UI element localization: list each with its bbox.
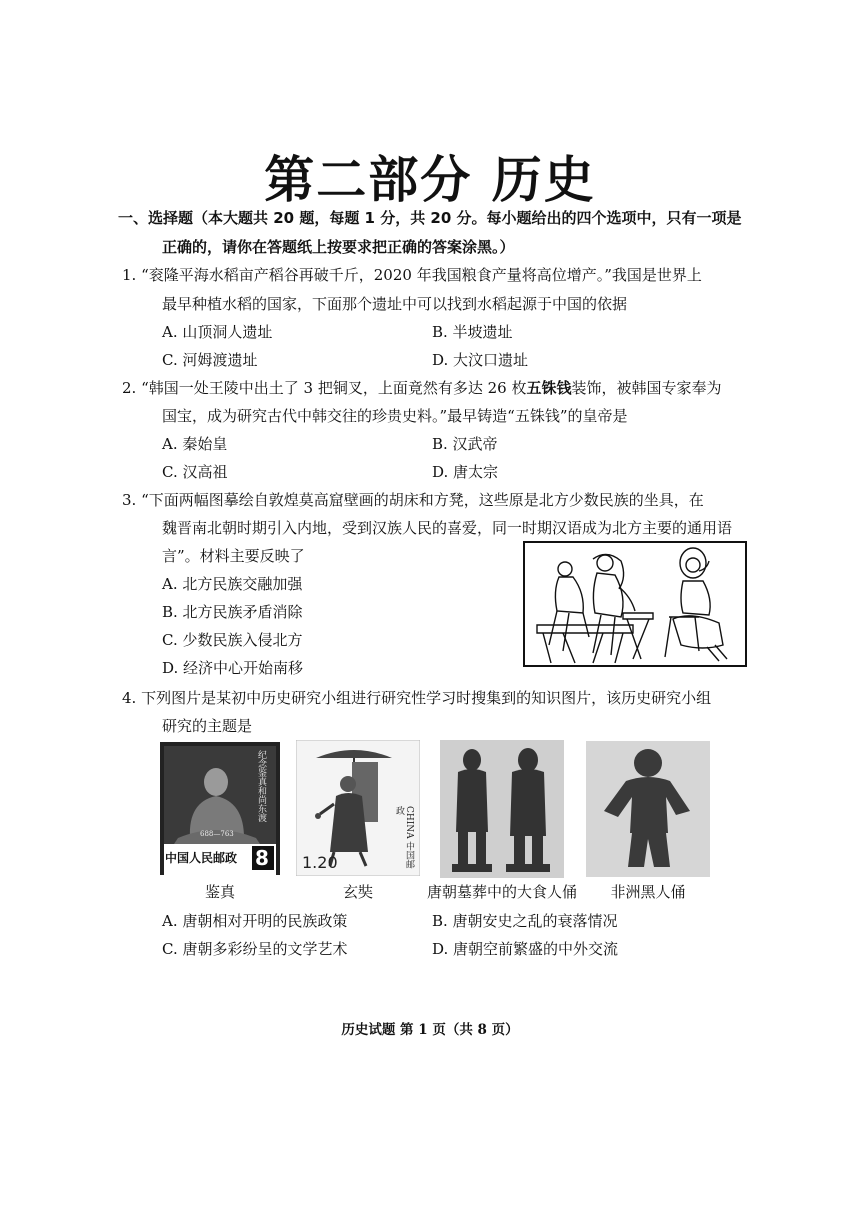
caption-xuanzang: 玄奘 — [342, 883, 373, 901]
q3-stem-line1: 3. “下面两幅图摹绘自敦煌莫高窟壁画的胡床和方凳，这些原是北方少数民族的坐具，在 — [122, 491, 704, 509]
q1-option-d: D. 大汶口遗址 — [432, 351, 529, 369]
q2-option-d: D. 唐太宗 — [432, 463, 499, 481]
q2-stem-line1 — [122, 377, 721, 398]
african-figurine-image — [586, 741, 710, 877]
q4-option-c: C. 唐朝多彩纷呈的文学艺术 — [162, 940, 348, 958]
q3-stem-line2: 魏晋南北朝时期引入内地，受到汉族人民的喜爱，同一时期汉语成为北方主要的通用语 — [162, 519, 733, 537]
jianzhen-stamp-vertical-text: 纪念鉴真和尚东渡 — [256, 750, 266, 822]
q3-mural-sketch-figure — [523, 541, 747, 667]
caption-african-figurine: 非洲黑人俑 — [610, 883, 686, 901]
q1-stem-line1: 1. “衮隆平海水稻亩产稻谷再破千斤，2020 年我国粮食产量将高位增产。”我国是世界上 — [122, 266, 702, 284]
q1-option-a: A. 山顶洞人遗址 — [162, 323, 273, 341]
xuanzang-stamp-country: CHINA 中国邮政 — [394, 806, 414, 869]
q2-stem-line1-post: 装饰，被韩国专家奉为 — [571, 379, 722, 397]
q1-option-b: B. 半坡遗址 — [432, 323, 513, 341]
page-title: 第二部分 历史 — [264, 151, 596, 209]
caption-arab-figurines: 唐朝墓葬中的大食人俑 — [426, 883, 577, 901]
q4-option-a: A. 唐朝相对开明的民族政策 — [162, 912, 348, 930]
section-heading-line1: 一、选择题（本大题共 20 题，每题 1 分，共 20 分。每小题给出的四个选项中，只有一项是 — [118, 209, 742, 227]
q2-option-b: B. 汉武帝 — [432, 435, 498, 453]
q4-option-b: B. 唐朝安史之乱的衰落情况 — [432, 912, 618, 930]
q3-option-a: A. 北方民族交融加强 — [162, 575, 303, 593]
q2-stem-bold: 五铢钱 — [526, 379, 572, 397]
q3-option-d: D. 经济中心开始南移 — [162, 659, 304, 677]
q1-option-c: C. 河姆渡遗址 — [162, 351, 258, 369]
q1-stem-line2: 最早种植水稻的国家，下面那个遗址中可以找到水稻起源于中国的依据 — [162, 295, 628, 313]
q2-stem-line1-pre: 2. “韩国一处王陵中出土了 3 把铜叉，上面竟然有多达 26 枚 — [122, 379, 527, 397]
section-heading-line2: 正确的，请你在答题纸上按要求把正确的答案涂黑。） — [162, 238, 515, 256]
q4-stem-line1: 4. 下列图片是某初中历史研究小组进行研究性学习时搜集到的知识图片，该历史研究小组 — [122, 689, 712, 707]
xuanzang-stamp-image — [296, 740, 420, 876]
q2-option-c: C. 汉高祖 — [162, 463, 228, 481]
page-footer: 历史试题 第 1 页（共 8 页） — [341, 1022, 519, 1038]
q2-option-a: A. 秦始皇 — [162, 435, 228, 453]
q3-option-b: B. 北方民族矛盾消除 — [162, 603, 303, 621]
q2-stem-line2: 国宝，成为研究古代中韩交往的珍贵史料。”最早铸造“五铢钱”的皇帝是 — [162, 407, 628, 425]
jianzhen-stamp-image — [160, 742, 280, 875]
jianzhen-stamp-value: 8 — [255, 846, 269, 870]
jianzhen-stamp-country: 中国人民邮政 — [165, 851, 238, 865]
q3-option-c: C. 少数民族入侵北方 — [162, 631, 303, 649]
jianzhen-stamp-small: 688—763 — [200, 830, 234, 838]
xuanzang-stamp-value: 1.20 — [302, 853, 338, 872]
q3-stem-line3: 言”。材料主要反映了 — [162, 547, 305, 565]
arab-figurines-image — [440, 740, 564, 878]
q4-option-d: D. 唐朝空前繁盛的中外交流 — [432, 940, 619, 958]
caption-jianzhen: 鉴真 — [204, 883, 235, 901]
q4-stem-line2: 研究的主题是 — [162, 717, 253, 735]
